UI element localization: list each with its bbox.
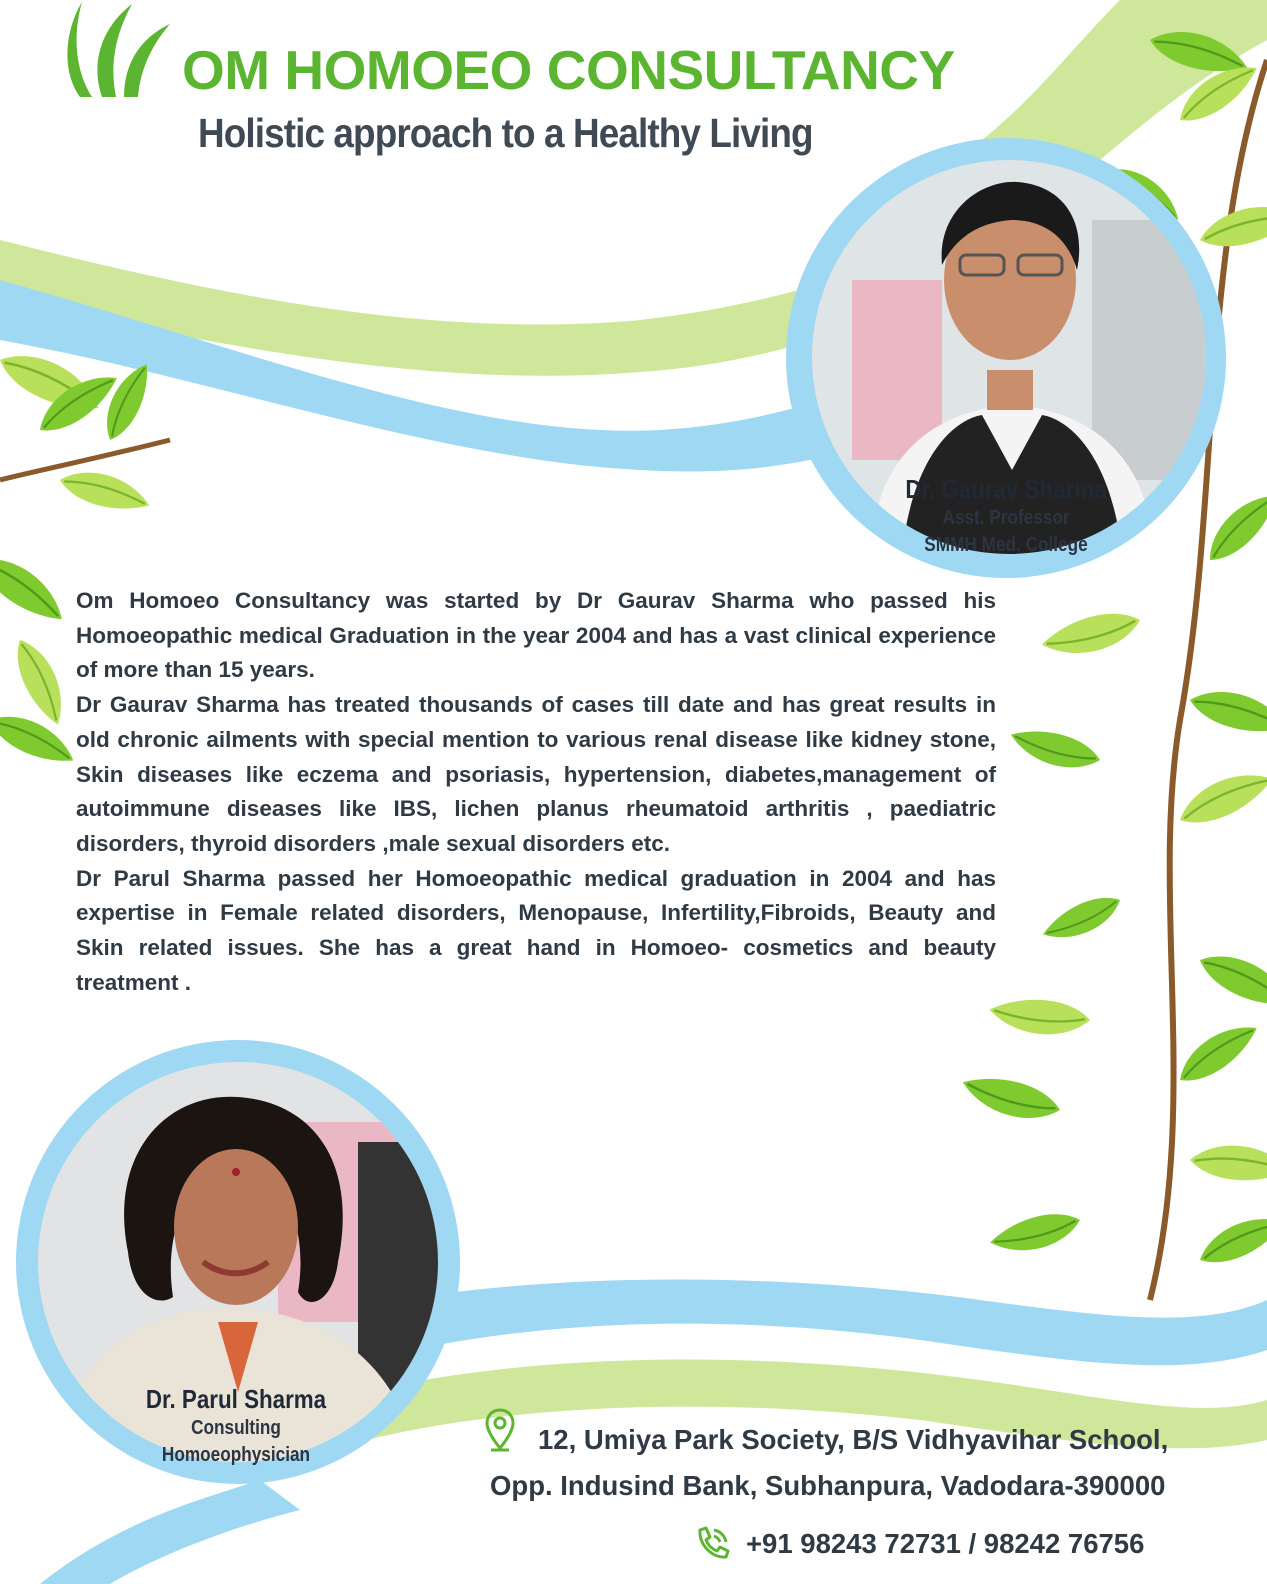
doctor-role: Homoeophysician [161,1444,311,1466]
address-line-1: 12, Umiya Park Society, B/S Vidhyavihar School, [538,1424,1169,1455]
logo-leaf-icon [62,2,172,102]
about-paragraph: Dr Parul Sharma passed her Homoeopathic medical graduation in 2004 and has expertise in Female related disorders, Menopause, Infertility,Fibroids, Beauty and Skin related issues. She has a great hand in Homoeo- cosmetics and beauty treatment . [76,865,996,995]
doctor-name: Dr. Gaurav Sharma [905,474,1107,504]
tagline: Holistic approach to a Healthy Living [198,110,813,156]
about-text [76,584,996,1000]
phone-icon [692,1524,732,1564]
doctor-role: Consulting [191,1417,281,1439]
location-pin-icon [485,1408,515,1452]
doctor-caption-gaurav [866,474,1146,559]
about-paragraph: Om Homoeo Consultancy was started by Dr Gaurav Sharma who passed his Homoeopathic medical Graduation in the year 2004 and has a vast clinical experience of more than 15 years. [76,588,996,683]
doctor-role: SMMH Med. College [924,534,1088,556]
doctor-role: Asst. Professor [942,507,1070,529]
phone-numbers: +91 98243 72731 / 98242 76756 [746,1528,1145,1559]
address-line-2: Opp. Indusind Bank, Subhanpura, Vadodara-390000 [490,1470,1166,1501]
about-paragraph: Dr Gaurav Sharma has treated thousands of cases till date and has great results in old chronic ailments with special mention to various renal disease like kidney stone, Skin diseases like eczema and psoriasis, hypertension, diabetes,management of autoimmune diseases like IBS, lichen planus rheumatoid arthritis , paediatric disorders, thyroid disorders ,male sexual disorders etc. [76,692,996,856]
brand-name: OM HOMOEO CONSULTANCY [182,39,955,101]
doctor-caption-parul [96,1384,376,1469]
doctor-name: Dr. Parul Sharma [145,1384,327,1414]
